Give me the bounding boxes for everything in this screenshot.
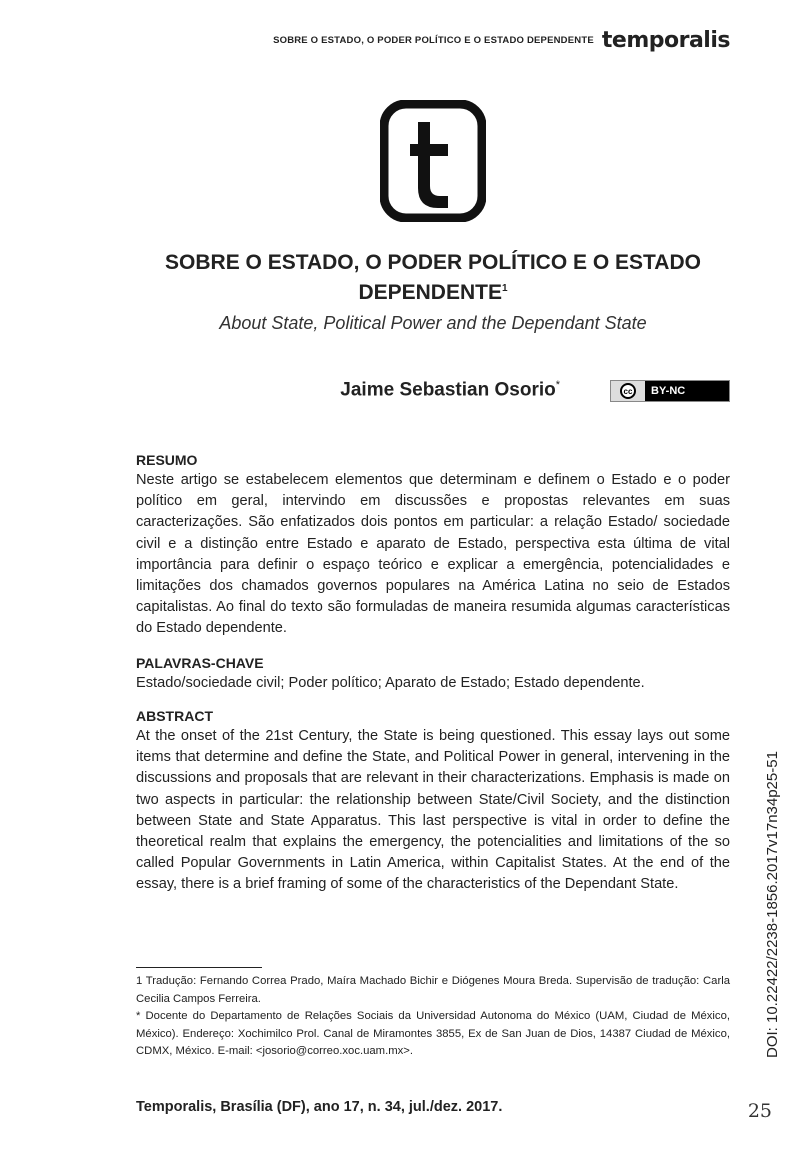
resumo-heading: RESUMO [136,452,198,468]
journal-brand: temporalis [601,28,730,53]
palavras-chave-heading: PALAVRAS-CHAVE [136,655,264,671]
footnotes [136,973,730,1061]
cc-license-badge[interactable] [610,380,730,402]
title-footnote-mark: 1 [501,283,508,294]
title-line-2-text: DEPENDENTE [358,281,502,304]
article-subtitle: About State, Political Power and the Dependant State [219,313,647,333]
resumo-section [136,450,730,640]
running-header [273,28,730,53]
abstract-section [136,706,730,896]
abstract-heading: ABSTRACT [136,708,213,724]
palavras-chave-body: Estado/sociedade civil; Poder político; Aparato de Estado; Estado dependente. [136,675,645,691]
author-name-text: Jaime Sebastian Osorio [340,379,556,401]
footnote-rule [136,967,262,968]
article-title [120,250,746,306]
author-mark: * [555,379,560,391]
footnote-1: 1 Tradução: Fernando Correa Prado, Maíra Machado Bichir e Diógenes Moura Breda. Supervisão de tradução: Carla Cecilia Campos Ferreira. [136,975,730,1005]
page-number: 25 [747,1100,772,1122]
title-line-2 [120,276,746,306]
journal-t-logo [380,100,486,222]
cc-icon-box [611,381,645,401]
doi-sidebar[interactable]: DOI: 10.22422/2238-1856.2017v17n34p25-51 [764,751,781,1058]
abstract-body: At the onset of the 21st Century, the State is being questioned. This essay lays out some items that determine and define the State, and Political Power in general, intervening in the discussions and proposals that are relevant in their characterizations. Emphasis is made on two aspects in particular: the relationship between State/Civil Society, and the distinction between State and State Apparatus. This last perspective is vital in order to define the theoretical realm that explains the emergency, the potencialities and limitations of the so called Popular Governments in Latin America, within Capitalist States. At the end of the essay, there is a brief framing of some of the characteristics of the Dependant State. [136,728,730,893]
creative-commons-icon: cc [620,383,636,399]
running-title: SOBRE O ESTADO, O PODER POLÍTICO E O ESTADO DEPENDENTE [273,35,594,46]
author-name [340,379,560,401]
citation-footer: Temporalis, Brasília (DF), ano 17, n. 34, jul./dez. 2017. [136,1099,503,1115]
palavras-chave-section [136,653,730,694]
footnote-author: * Docente do Departamento de Relações Sociais da Universidad Autonoma do México (UAM, Ciudad de México, México). Endereço: Xochimilco Prol. Canal de Miramontes 3855, Ex de San Juan de Dios, 14387 Ciudad de México, CDMX, México. E-mail: <josorio@correo.xoc.uam.mx>. [136,1010,730,1057]
license-label: BY-NC [651,385,686,397]
resumo-body: Neste artigo se estabelecem elementos que determinam e definem o Estado e o poder político em geral, intervindo em discussões e propostas relevantes em suas caracterizações. São enfatizados dois pontos em particular: a relação Estado/ sociedade civil e a distinção entre Estado e aparato de Estado, perspectiva esta última de vital importância para definir o espaço teórico e explicar a emergência, potencialidades e limitações dos chamados governos populares na América Latina no seio de Estados capitalistas. Ao final do texto são formuladas de maneira resumida algumas características do Estado dependente. [136,472,730,637]
title-line-1: SOBRE O ESTADO, O PODER POLÍTICO E O ESTADO [165,251,701,274]
